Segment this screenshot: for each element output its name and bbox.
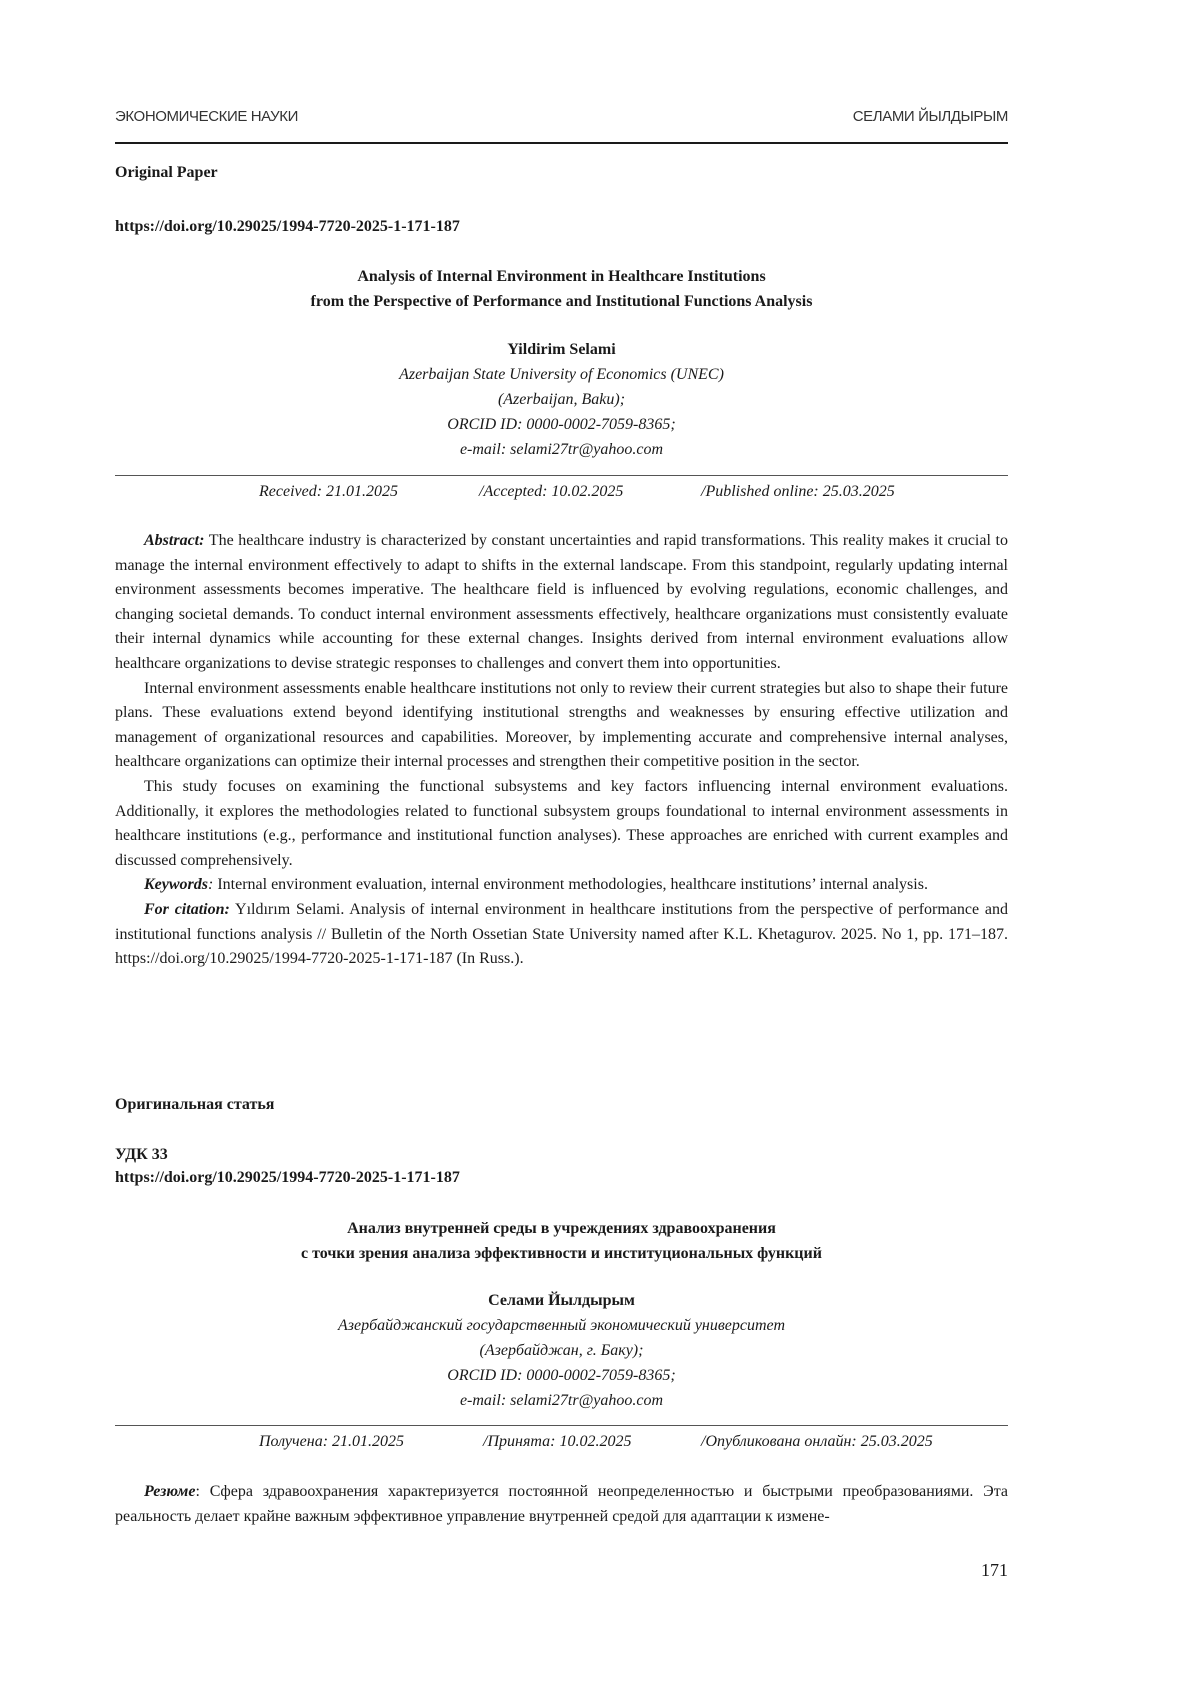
accepted-date: /Принята: 10.02.2025 xyxy=(483,1433,632,1450)
divider-rule xyxy=(115,475,1008,476)
author-block-en xyxy=(115,337,1008,462)
running-header xyxy=(115,108,1008,144)
author-name: Селами Йылдырым xyxy=(488,1292,635,1309)
received-date: Received: 21.01.2025 xyxy=(259,483,399,500)
accepted-date: /Accepted: 10.02.2025 xyxy=(479,483,624,500)
doi-link-en[interactable]: https://doi.org/10.29025/1994-7720-2025-1-171-187 xyxy=(115,218,460,235)
abstract-paragraph-1: Abstract: The healthcare industry is characterized by constant uncertainties and rapid transformations. This reality makes it crucial to manage the internal environment effectively to adapt to shifts in the external landscape. From this standpoint, regularly updating internal environment assessments becomes imperative. The healthcare field is influenced by evolving regulations, economic challenges, and changing societal demands. To conduct internal environment assessments effectively, healthcare organizations must consistently evaluate their internal dynamics while accounting for these external changes. Insights derived from internal environment evaluations allow healthcare organizations to devise strategic responses to challenges and convert them into opportunities. xyxy=(115,532,1008,672)
abstract-en xyxy=(115,529,1008,972)
orcid: ORCID ID: 0000-0002-7059-8365; xyxy=(447,416,676,433)
paper-type-ru: Оригинальная статья xyxy=(115,1096,275,1113)
author-name: Yildirim Selami xyxy=(507,341,616,358)
published-date: /Published online: 25.03.2025 xyxy=(701,483,895,500)
abstract-ru xyxy=(115,1480,1008,1529)
orcid: ORCID ID: 0000-0002-7059-8365; xyxy=(447,1367,676,1384)
abstract-paragraph-3: This study focuses on examining the functional subsystems and key factors influencing internal environment evaluations. Additionally, it explores the methodologies related to functional subsystem groups foundational to internal environment assessments in healthcare institutions (e.g., performance and institutional function analyses). These approaches are enriched with current examples and discussed comprehensively. xyxy=(115,777,1008,869)
divider-rule xyxy=(115,1425,1008,1426)
abstract-label: Резюме xyxy=(144,1483,196,1500)
email[interactable]: e-mail: selami27tr@yahoo.com xyxy=(459,441,664,458)
keywords-label: Keywords xyxy=(144,876,208,894)
location: (Азербайджан, г. Баку); xyxy=(479,1342,644,1359)
location: (Azerbaijan, Baku); xyxy=(497,391,626,408)
article-title-en xyxy=(115,264,1008,314)
received-date: Получена: 21.01.2025 xyxy=(259,1433,405,1450)
affiliation: Azerbaijan State University of Economics (UNEC) xyxy=(399,366,724,383)
running-author: СЕЛАМИ ЙЫЛДЫРЫМ xyxy=(852,108,1008,125)
title-line-1: Анализ внутренней среды в учреждениях здравоохранения xyxy=(347,1220,776,1237)
published-date: /Опубликована онлайн: 25.03.2025 xyxy=(701,1433,933,1450)
journal-page xyxy=(115,0,1008,1697)
keywords: Keywords: Internal environment evaluation, internal environment methodologies, healthcare institutions’ internal analysis. xyxy=(144,876,928,894)
abstract-label: Abstract: xyxy=(144,532,205,549)
email[interactable]: e-mail: selami27tr@yahoo.com xyxy=(459,1392,664,1409)
title-line-2: с точки зрения анализа эффективности и институциональных функций xyxy=(301,1245,822,1262)
title-line-1: Analysis of Internal Environment in Healthcare Institutions xyxy=(357,268,766,285)
author-block-ru xyxy=(115,1288,1008,1413)
abstract-paragraph-2: Internal environment assessments enable healthcare institutions not only to review their current strategies but also to shape their future plans. These evaluations extend beyond identifying institutional strengths and weaknesses by ensuring effective utilization and management of organizational resources and capabilities. Moreover, by implementing accurate and comprehensive internal analyses, healthcare organizations can optimize their internal processes and strengthen their competitive position in the sector. xyxy=(115,679,1008,771)
abstract-paragraph-1: Резюме: Сфера здравоохранения характеризуется постоянной неопределенностью и быстрыми преобразованиями. Эта реальность делает крайне важным эффективное управление внутренней средой для адаптации к измене- xyxy=(115,1483,1008,1525)
citation: For citation: Yıldırım Selami. Analysis of internal environment in healthcare institutions from the perspective of performance and institutional functions analysis // Bulletin of the North Ossetian State University named after K.L. Khetagurov. 2025. No 1, pp. 171–187. https://doi.org/10.29025/1994-7720-2025-1-171-187 (In Russ.). xyxy=(115,900,1009,968)
section-name: ЭКОНОМИЧЕСКИЕ НАУКИ xyxy=(115,108,298,125)
doi-link-ru[interactable]: https://doi.org/10.29025/1994-7720-2025-1-171-187 xyxy=(115,1169,460,1186)
paper-type-en: Original Paper xyxy=(115,164,218,181)
affiliation: Азербайджанский государственный экономический университет xyxy=(337,1317,785,1334)
page-number: 171 xyxy=(981,1560,1008,1580)
citation-label: For citation: xyxy=(144,900,230,918)
article-title-ru xyxy=(115,1216,1008,1266)
title-line-2: from the Perspective of Performance and Institutional Functions Analysis xyxy=(310,293,813,310)
udk: УДК 33 xyxy=(115,1146,168,1163)
